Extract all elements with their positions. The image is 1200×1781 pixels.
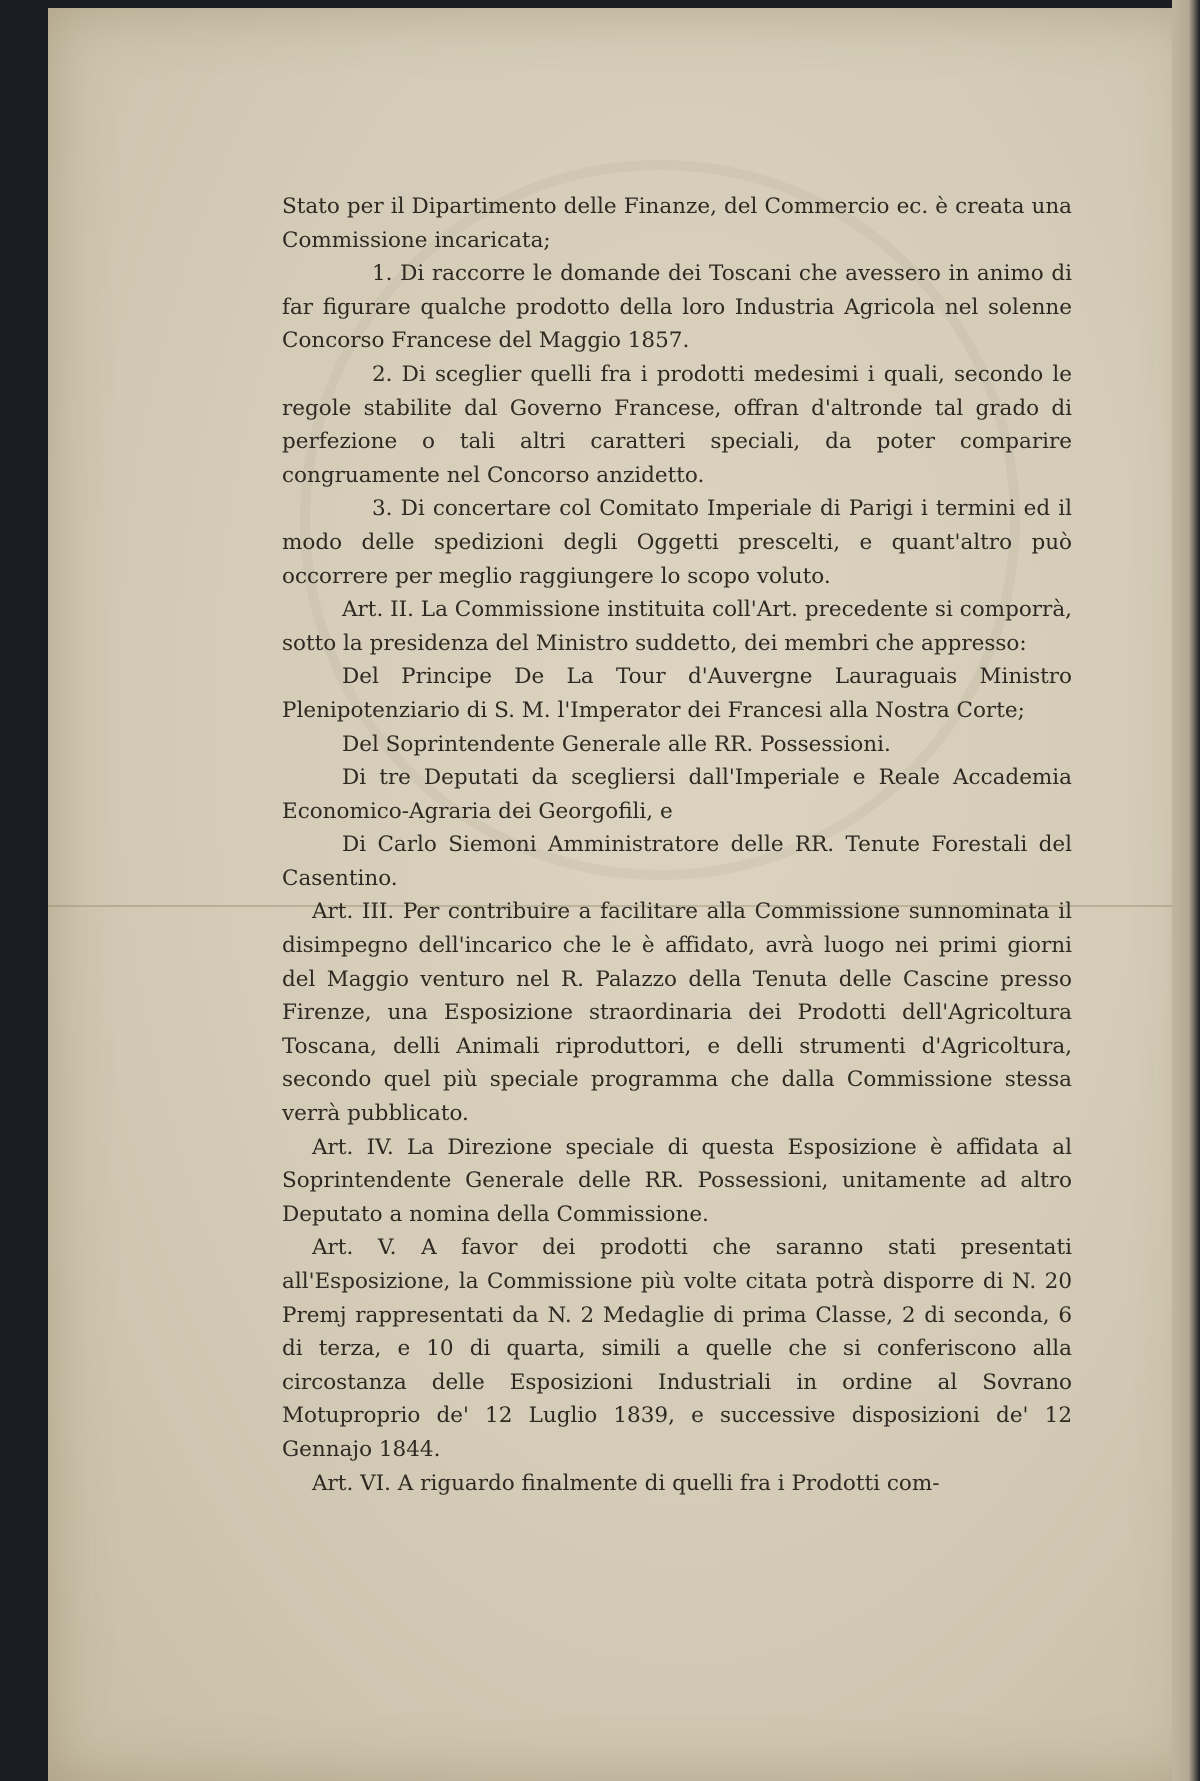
paragraph-member-principe: Del Principe De La Tour d'Auvergne Lauraguais Ministro Plenipotenziario di S. M. l'Imperator dei Francesi alla Nostra Corte; <box>282 664 1072 723</box>
paragraph-item-1: 1. Di raccorre le domande dei Toscani che avessero in animo di far figurare qualche prodotto della loro Industria Agricola nel solenne Concorso Francese del Maggio 1857. <box>282 261 1072 354</box>
paragraph-member-soprintendente: Del Soprintendente Generale alle RR. Possessioni. <box>342 731 891 757</box>
paragraph-member-deputati: Di tre Deputati da scegliersi dall'Imperiale e Reale Accademia Economico-Agraria dei Georgofili, e <box>282 765 1072 824</box>
paragraph-item-3: 3. Di concertare col Comitato Imperiale di Parigi i termini ed il modo delle spedizioni degli Oggetti prescelti, e quant'altro può occorrere per meglio raggiungere lo scopo voluto. <box>282 496 1072 589</box>
paragraph-item-2: 2. Di sceglier quelli fra i prodotti medesimi i quali, secondo le regole stabilite dal Governo Francese, offran d'altronde tal grado di perfezione o tali altri caratteri speciali, da poter comparire congruamente nel Concorso anzidetto. <box>282 361 1072 488</box>
paragraph-art-6: Art. VI. A riguardo finalmente di quelli fra i Prodotti com- <box>312 1470 940 1496</box>
paragraph-art-3: Art. III. Per contribuire a facilitare alla Commissione sunnominata il disimpegno dell'incarico che le è affidato, avrà luogo nei primi giorni del Maggio venturo nel R. Palazzo della Tenuta delle Cascine presso Firenze, una Esposizione straordinaria dei Prodotti dell'Agricoltura Toscana, delli Animali riproduttori, e delli strumenti d'Agricoltura, secondo quel più speciale programma che dalla Commissione stessa verrà pubblicato. <box>282 899 1072 1127</box>
paragraph-opening: Stato per il Dipartimento delle Finanze, del Commercio ec. è creata una Commissione incaricata; <box>282 194 1072 253</box>
paragraph-art-4: Art. IV. La Direzione speciale di questa Esposizione è affidata al Soprintendente Generale delle RR. Possessioni, unitamente ad altro Deputato a nomina della Commissione. <box>282 1134 1072 1227</box>
paragraph-member-siemoni: Di Carlo Siemoni Amministratore delle RR. Tenute Forestali del Casentino. <box>282 832 1072 891</box>
paragraph-art-2: Art. II. La Commissione instituita coll'Art. precedente si comporrà, sotto la presidenza del Ministro suddetto, dei membri che appresso: <box>282 597 1072 656</box>
paragraph-art-5: Art. V. A favor dei prodotti che saranno stati presentati all'Esposizione, la Commissione più volte citata potrà disporre di N. 20 Premj rappresentati da N. 2 Medaglie di prima Classe, 2 di seconda, 6 di terza, e 10 di quarta, simili a quelle che si conferiscono alla circostanza delle Esposizioni Industriali in ordine al Sovrano Motuproprio de' 12 Luglio 1839, e successive disposizioni de' 12 Gennajo 1844. <box>282 1235 1072 1462</box>
paper-edge <box>1172 0 1200 1781</box>
document-body <box>282 190 1072 1500</box>
